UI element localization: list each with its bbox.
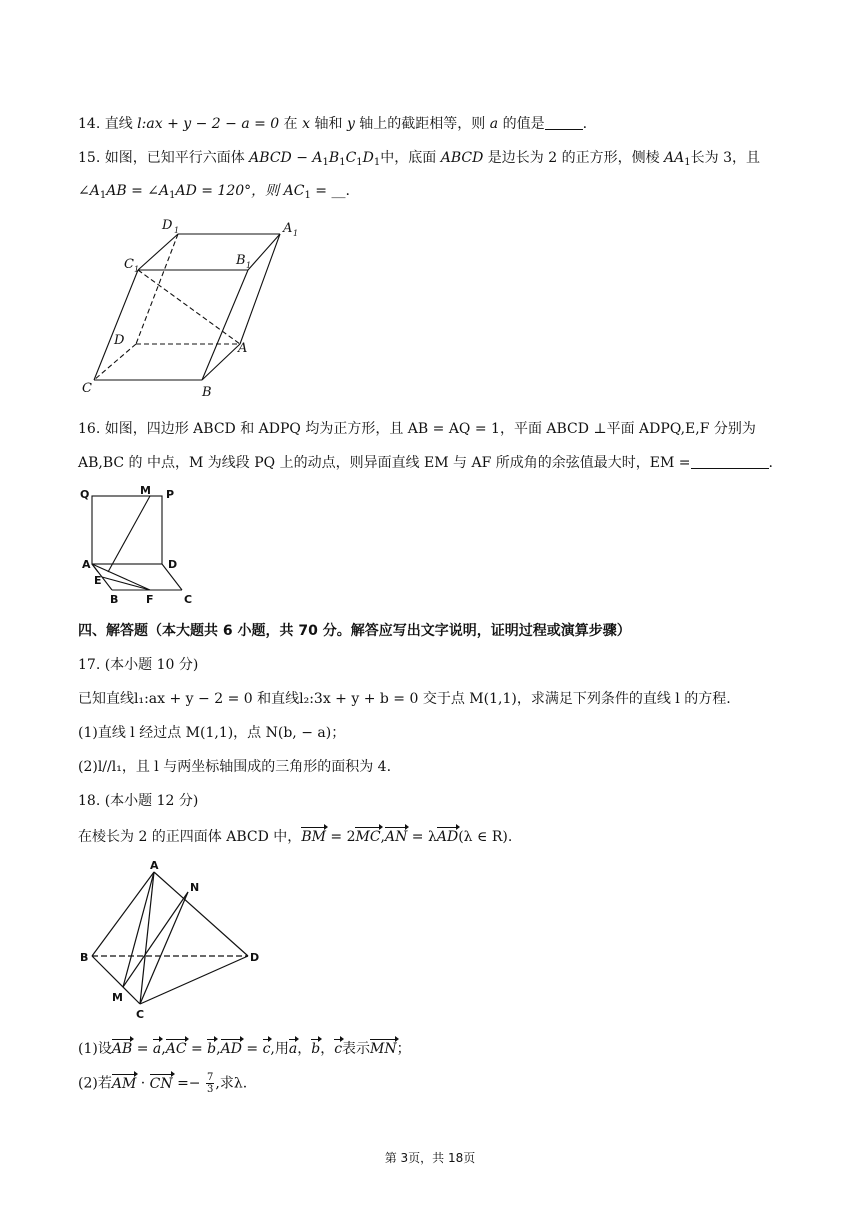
label-C1: C xyxy=(124,257,134,272)
svg-text:1: 1 xyxy=(246,261,252,270)
label-A: A xyxy=(150,859,159,872)
question-14: 14. 直线 l:ax + y − 2 − a = 0 在 x 轴和 y 轴上的截距相等，则 a 的值是 . xyxy=(78,116,588,132)
page-footer: 第 3页，共 18页 xyxy=(384,1151,476,1165)
label-F: F xyxy=(146,593,154,606)
label-A1: A xyxy=(283,221,293,236)
label-B: B xyxy=(80,951,89,964)
label-C: C xyxy=(82,381,92,396)
label-D: D xyxy=(114,333,125,348)
fraction: $\frac{7}{3}$ xyxy=(207,1072,214,1095)
question-17-stem: 已知直线l₁:ax + y − 2 = 0 和直线l₂:3x + y + b = 0 交于点 M(1,1)，求满足下列条件的直线 l 的方程. xyxy=(78,691,731,707)
question-18-header: 18. (本小题 12 分) xyxy=(78,793,199,809)
svg-text:1: 1 xyxy=(293,229,299,238)
section-heading: 四、解答题（本大题共 6 小题，共 70 分。解答应写出文字说明，证明过程或演算步骤） xyxy=(78,623,631,639)
question-18-part-1: (1)设AB = a,AC = b,AD = c,用a，b，c表示MN； xyxy=(78,1041,411,1057)
label-N: N xyxy=(190,881,200,894)
label-E: E xyxy=(94,574,102,587)
question-18-part-2: (2)若AM · CN =− $\frac{7}{3}$ ,求λ. xyxy=(78,1072,248,1095)
label-P: P xyxy=(166,488,175,501)
question-17-header: 17. (本小题 10 分) xyxy=(78,657,199,673)
label-M: M xyxy=(112,991,123,1004)
label-B: B xyxy=(110,593,119,606)
squares-figure xyxy=(78,482,208,607)
question-17-part-2: (2)l//l₁，且 l 与两坐标轴围成的三角形的面积为 4. xyxy=(78,759,392,775)
svg-text:1: 1 xyxy=(134,265,140,274)
label-B1: B xyxy=(236,253,246,268)
label-A: A xyxy=(82,558,91,571)
label-A: A xyxy=(238,341,248,356)
label-C: C xyxy=(136,1008,145,1021)
label-D: D xyxy=(168,558,178,571)
label-D: D xyxy=(250,951,260,964)
parallelepiped-figure xyxy=(78,212,308,402)
question-15-line-2: $\angle A_1AB$ = $\angle A_1AD = 120^\circ$，则 $AC_1$ = __. xyxy=(78,183,350,201)
label-B: B xyxy=(202,385,212,400)
answer-blank xyxy=(545,117,583,130)
label-Q: Q xyxy=(80,488,90,501)
answer-blank xyxy=(691,456,769,469)
question-15-line-1: 15. 如图，已知平行六面体 ABCD − $A_1B_1C_1D_1$中，底面 ABCD 是边长为 2 的正方形，侧棱 $AA_1$长为 3，且 xyxy=(78,150,761,168)
tetrahedron-figure xyxy=(78,856,278,1036)
question-17-part-1: (1)直线 l 经过点 M(1,1)，点 N(b, − a)； xyxy=(78,725,346,741)
question-16-line-1: 16. 如图，四边形 ABCD 和 ADPQ 均为正方形，且 AB = AQ = 1，平面 ABCD ⊥平面 ADPQ,E,F 分别为 xyxy=(78,421,756,437)
label-C: C xyxy=(184,593,193,606)
svg-text:1: 1 xyxy=(174,226,180,235)
question-16-line-2: AB,BC 的 中点，M 为线段 PQ 上的动点，则异面直线 EM 与 AF 所成角的余弦值最大时，EM = . xyxy=(78,455,773,471)
question-18-stem: 在棱长为 2 的正四面体 ABCD 中，BM = 2MC,AN = λAD(λ ∈ R). xyxy=(78,829,513,845)
label-D1: D xyxy=(162,218,173,233)
label-M: M xyxy=(140,484,151,497)
